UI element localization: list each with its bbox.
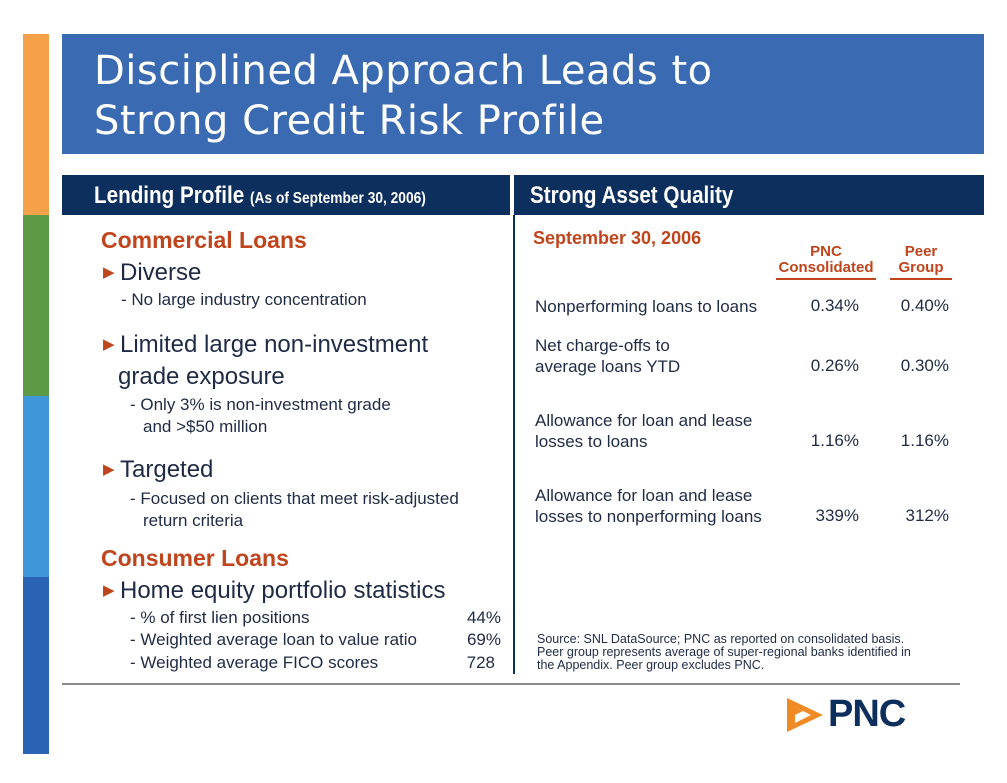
stat-label: - Weighted average FICO scores: [130, 653, 379, 672]
lending-profile-header: [94, 182, 426, 210]
bullet-limited-exposure-cont: grade exposure: [118, 363, 285, 390]
sub-bullet: - Only 3% is non-investment grade: [130, 395, 391, 414]
triangle-bullet-icon: ▶: [103, 582, 115, 599]
sub-bullet-cont: return criteria: [143, 511, 244, 530]
table-row-label: Allowance for loan and lease: [535, 411, 753, 430]
table-cell-peer: 0.40%: [900, 296, 949, 315]
stat-label: - % of first lien positions: [130, 608, 310, 627]
table-cell-pnc: 0.26%: [810, 356, 859, 375]
stat-value: 728: [466, 653, 495, 672]
column-header-pnc: PNC Consolidated: [778, 243, 874, 276]
lending-profile-date: (As of September 30, 2006): [249, 190, 426, 207]
table-cell-peer: 1.16%: [900, 431, 949, 450]
sub-bullet: - Focused on clients that meet risk-adjusted: [130, 489, 459, 508]
stat-label: - Weighted average loan to value ratio: [130, 630, 417, 649]
stripe-light-blue: [23, 396, 49, 577]
table-row-label: Allowance for loan and lease: [535, 486, 753, 505]
bullet-diverse: ▶ Diverse: [103, 259, 202, 286]
header-divider: [510, 175, 514, 215]
column-underline-peer: [890, 278, 952, 280]
stripe-blue: [23, 577, 49, 754]
bullet-limited-exposure: ▶ Limited large non-investment: [103, 331, 429, 358]
asset-quality-date: September 30, 2006: [533, 228, 702, 248]
sub-bullet: - No large industry concentration: [121, 290, 367, 309]
slide-title-line-2: Strong Credit Risk Profile: [94, 98, 605, 144]
bullet-targeted: ▶ Targeted: [103, 456, 214, 483]
title-banner: [62, 34, 984, 154]
table-row-label-cont: average loans YTD: [535, 357, 681, 376]
table-row-label: Net charge-offs to: [535, 336, 670, 355]
commercial-loans-heading: Commercial Loans: [101, 227, 307, 253]
column-underline-pnc: [776, 278, 876, 280]
column-divider: [513, 215, 515, 674]
sub-bullet-cont: and >$50 million: [143, 417, 268, 436]
column-header-peer: Peer Group: [898, 243, 944, 276]
table-cell-pnc: 339%: [815, 506, 859, 525]
slide-title-line-1: Disciplined Approach Leads to: [94, 48, 713, 94]
triangle-bullet-icon: ▶: [103, 264, 115, 281]
table-cell-pnc: 1.16%: [810, 431, 859, 450]
asset-quality-header: Strong Asset Quality: [530, 182, 734, 209]
table-row-label-cont: losses to nonperforming loans: [535, 507, 762, 526]
stat-value: 69%: [466, 630, 501, 649]
table-cell-pnc: 0.34%: [810, 296, 859, 315]
stat-value: 44%: [466, 608, 501, 627]
pnc-triangle-icon: [783, 695, 825, 735]
table-cell-peer: 0.30%: [900, 356, 949, 375]
stripe-green: [23, 215, 49, 396]
triangle-bullet-icon: ▶: [103, 336, 115, 353]
source-footnote: Source: SNL DataSource; PNC as reported on consolidated basis. Peer group represents average of super-regional banks identified in the Appendix. Peer group excludes PNC.: [537, 632, 911, 672]
table-row-label-cont: losses to loans: [535, 432, 648, 451]
bullet-home-equity: ▶ Home equity portfolio statistics: [103, 577, 446, 604]
footer-rule: [62, 683, 960, 685]
pnc-logo-text: PNC: [828, 693, 906, 735]
pnc-logo: [783, 693, 933, 737]
table-cell-peer: 312%: [905, 506, 949, 525]
triangle-bullet-icon: ▶: [103, 461, 115, 478]
consumer-loans-heading: Consumer Loans: [101, 545, 289, 571]
stripe-orange: [23, 34, 49, 215]
table-row-label: Nonperforming loans to loans: [535, 297, 758, 316]
section-header-bar: [62, 175, 984, 215]
lending-profile-title: Lending Profile: [94, 182, 245, 209]
